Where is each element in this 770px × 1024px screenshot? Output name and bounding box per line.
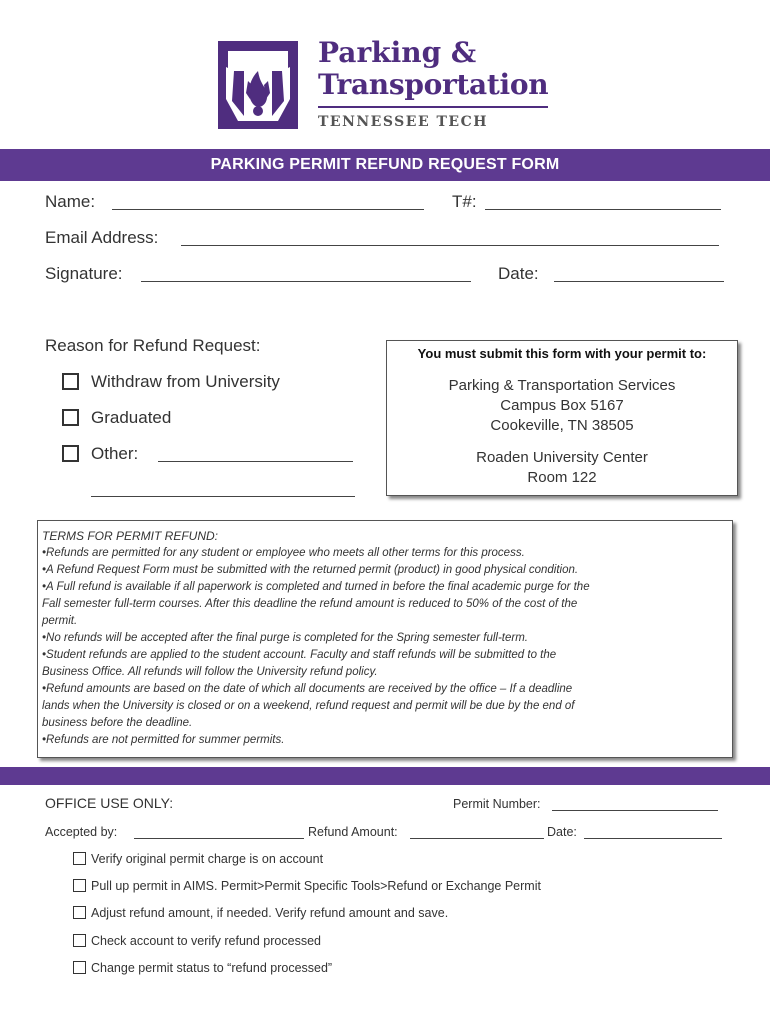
office-date-field[interactable] [584,838,722,839]
tennessee-tech-logo [218,41,298,129]
terms-line: •Refunds are permitted for any student or employee who meets all other terms for this process. [42,547,525,559]
other-field-line2[interactable] [91,496,355,497]
terms-line: permit. [42,615,78,627]
signature-field[interactable] [141,281,471,282]
permit-number-label: Permit Number: [453,797,541,811]
terms-line: Fall semester full-term courses. After this deadline the refund amount is reduced to 50% of the cost of the [42,598,578,610]
accepted-by-label: Accepted by: [45,825,118,839]
terms-line: •A Full refund is available if all paperwork is completed and turned in before the final academic purge for the [42,581,590,593]
refund-amount-field[interactable] [410,838,544,839]
checklist-item: Check account to verify refund processed [91,934,321,948]
reason-heading: Reason for Refund Request: [45,336,261,355]
withdraw-label: Withdraw from University [91,372,280,391]
refund-amount-label: Refund Amount: [308,825,398,839]
checklist-item: Verify original permit charge is on account [91,852,324,866]
withdraw-checkbox[interactable] [62,373,79,390]
checklist-item: Change permit status to “refund processed” [91,961,333,975]
office-use-heading: OFFICE USE ONLY: [45,795,174,811]
brand-university: TENNESSEE TECH [318,114,488,130]
checklist-checkbox[interactable] [73,961,86,974]
terms-line: business before the deadline. [42,717,193,729]
graduated-label: Graduated [91,408,172,427]
divider-bar [0,767,770,785]
checklist-checkbox[interactable] [73,934,86,947]
accepted-by-field[interactable] [134,838,304,839]
tnum-field[interactable] [485,209,721,210]
date-label: Date: [498,264,539,283]
terms-heading: TERMS FOR PERMIT REFUND: [42,529,218,543]
graduated-checkbox[interactable] [62,409,79,426]
terms-line: lands when the University is closed or on a weekend, refund request and permit will be due by the end of [42,700,575,712]
permit-number-field[interactable] [552,810,718,811]
checklist-checkbox[interactable] [73,852,86,865]
submit-instructions-box [386,340,738,496]
other-label: Other: [91,444,139,463]
address-line: Parking & Transportation Services [448,377,676,394]
form-title: PARKING PERMIT REFUND REQUEST FORM [210,156,560,173]
checklist-checkbox[interactable] [73,906,86,919]
other-checkbox[interactable] [62,445,79,462]
checklist-item: Pull up permit in AIMS. Permit>Permit Specific Tools>Refund or Exchange Permit [91,879,541,893]
address-line: Campus Box 5167 [500,397,624,414]
email-label: Email Address: [45,228,159,247]
location-line: Room 122 [527,469,597,486]
submit-heading: You must submit this form with your permit to: [417,346,707,361]
signature-label: Signature: [45,264,123,283]
terms-line: •No refunds will be accepted after the final purge is completed for the Spring semester full-term. [42,632,528,644]
other-field[interactable] [158,461,353,462]
terms-line: •A Refund Request Form must be submitted with the returned permit (product) in good physical condition. [42,564,579,576]
terms-line: •Refunds are not permitted for summer permits. [42,734,285,746]
terms-line: Business Office. All refunds will follow the University refund policy. [42,666,378,678]
tnum-label: T#: [452,192,477,211]
name-field[interactable] [112,209,424,210]
checklist-item: Adjust refund amount, if needed. Verify refund amount and save. [91,906,449,920]
checklist-checkbox[interactable] [73,879,86,892]
date-field[interactable] [554,281,724,282]
name-label: Name: [45,192,96,211]
brand-name-line1: Parking & [318,36,477,69]
address-line: Cookeville, TN 38505 [490,417,634,434]
office-date-label: Date: [547,825,577,839]
terms-line: •Student refunds are applied to the student account. Faculty and staff refunds will be submitted to the [42,649,557,661]
email-field[interactable] [181,245,719,246]
location-line: Roaden University Center [476,449,648,466]
form-title-bar [0,149,770,181]
brand-name-line2: Transportation [318,68,549,101]
terms-box [37,520,733,758]
terms-line: •Refund amounts are based on the date of which all documents are received by the office – If a deadline [42,683,573,695]
brand-divider [318,106,548,108]
